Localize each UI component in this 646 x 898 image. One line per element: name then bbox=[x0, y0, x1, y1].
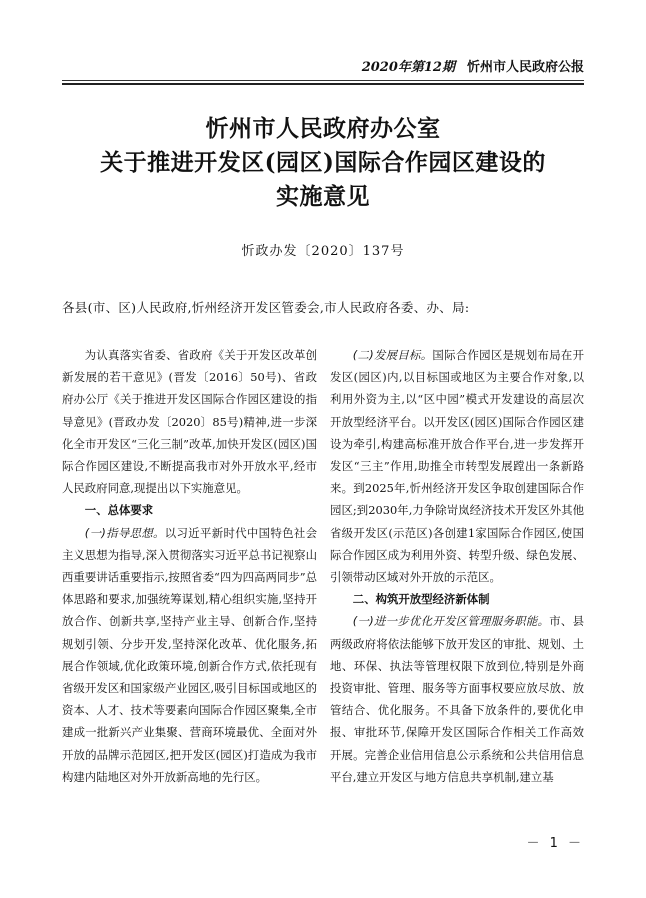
header-rule bbox=[62, 80, 584, 85]
running-header bbox=[0, 56, 584, 75]
section-heading-open-economy: 二、构筑开放型经济新体制 bbox=[352, 592, 490, 607]
paragraph-body: 市、县两级政府将依法能够下放开发区的审批、规划、土地、环保、执法等管理权限下放到位,特别是外商投资审批、管理、服务等方面事权要应放尽放、放管结合、优化服务。不具备下放条件的,要优化申报、审批环节,保障开发区国际合作相关工作高效开展。完善企业信用信息公示系统和公共信用信息平台,建立开发区与地方信息共享机制,建立基 bbox=[330, 614, 584, 784]
issue-label: 2020年第12期 bbox=[361, 60, 455, 75]
addressee-line: 各县(市、区)人民政府,忻州经济开发区管委会,市人民政府各委、办、局: bbox=[62, 300, 470, 315]
paragraph-lead: (一)指导思想。 bbox=[84, 525, 165, 540]
guiding-ideology-paragraph bbox=[62, 522, 317, 788]
paragraph-body: 以习近平新时代中国特色社会主义思想为指导,深入贯彻落实习近平总书记视察山西重要讲话重要指示,按照省委“四为四高两同步”总体思路和要求,加强统筹谋划,精心组织实施,坚持开放合作、创新共享,坚持产业主导、创新合作,坚持规划引领、分步开发,坚持深化改革、优化服务,拓展合作领域,优化政策环境,创新合作方式,依托现有省级开发区和国家级产业园区,吸引目标国或地区的资本、人才、技术等要素向国际合作园区聚集,全市建成一批新兴产业集聚、营商环境最优、全面对外开放的品牌示范园区,把开发区(园区)打造成为我市构建内陆地区对外开放新高地的先行区。 bbox=[62, 525, 317, 784]
section-heading-general-requirements: 一、总体要求 bbox=[84, 503, 154, 518]
right-column bbox=[330, 344, 584, 788]
title-line-1: 忻州市人民政府办公室 bbox=[205, 115, 441, 142]
management-services-paragraph bbox=[330, 610, 584, 788]
paragraph-body: 国际合作园区是规划布局在开发区(园区)内,以目标国或地区为主要合作对象,以利用外资为主,以“区中园”模式开发建设的高层次开放型经济平台。以开发区(园区)国际合作园区建设为牵引,构建高标准开放合作平台,进一步发挥开发区“三主”作用,助推全市转型发展蹚出一条新路来。到2025年,忻州经济开发区争取创建国际合作园区;到2030年,力争除岢岚经济技术开发区外其他省级开发区(示范区)各创建1家国际合作园区,使国际合作园区成为利用外资、转型升级、绿色发展、引领带动区域对外开放的示范区。 bbox=[330, 348, 584, 585]
document-title bbox=[62, 112, 584, 214]
title-line-2: 关于推进开发区(园区)国际合作园区建设的 bbox=[100, 149, 546, 176]
left-column bbox=[62, 344, 317, 788]
paragraph-lead: (一)进一步优化开发区管理服务职能。 bbox=[352, 614, 550, 629]
page-number: － 1 － bbox=[526, 836, 584, 851]
document-number: 忻政办发〔2020〕137号 bbox=[241, 244, 405, 259]
development-goals-paragraph bbox=[330, 344, 584, 588]
paragraph-lead: (二)发展目标。 bbox=[352, 348, 433, 362]
intro-paragraph: 为认真落实省委、省政府《关于开发区改革创新发展的若干意见》(晋发〔2016〕50号)、省政府办公厅《关于推进开发区国际合作园区建设的指导意见》(晋政办发〔2020〕85号)精神,进一步深化全市开发区“三化三制”改革,加快开发区(园区)国际合作园区建设,不断提高我市对外开放水平,经市人民政府同意,现提出以下实施意见。 bbox=[62, 348, 317, 496]
title-line-3: 实施意见 bbox=[276, 183, 370, 210]
publication-name: 忻州市人民政府公报 bbox=[466, 60, 584, 75]
